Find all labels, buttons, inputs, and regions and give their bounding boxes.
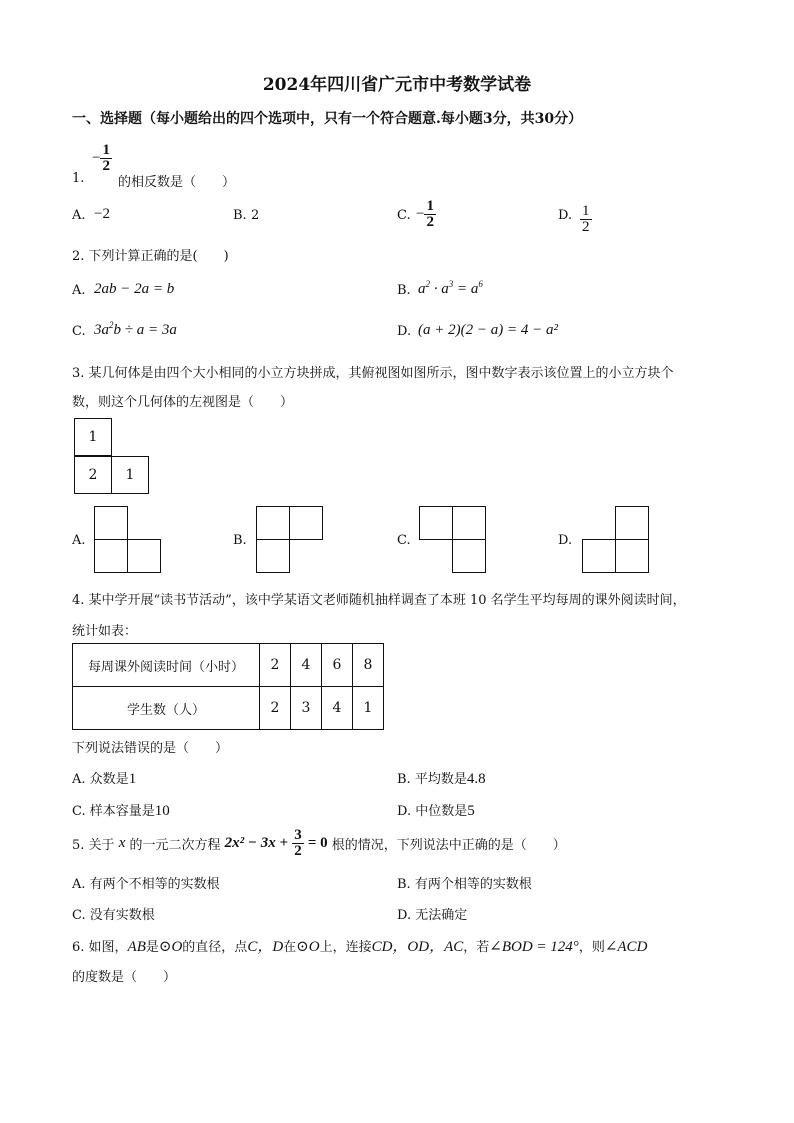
q2-option-c-label[interactable]: C. — [72, 324, 86, 339]
q2-option-c[interactable]: $3a^2b \div a = 3a$ — [94, 320, 177, 338]
table-row — [73, 687, 384, 730]
q3-grid-cell-top: 1 — [74, 418, 112, 456]
q4-row1-value: 2 — [260, 644, 291, 687]
q4-row1-value: 4 — [291, 644, 322, 687]
q1-option-a-label[interactable]: A. — [72, 208, 86, 223]
q4-row2-value: 1 — [353, 687, 384, 730]
q3-stem-line1: 3. 某几何体是由四个大小相同的小立方块拼成，其俯视图如图所示，图中数字表示该位置上的小立方块个 — [72, 366, 674, 381]
q4-statistics-table — [72, 643, 384, 730]
q3-option-c-label[interactable]: C. — [397, 533, 411, 548]
q1-number: 1. — [72, 171, 85, 186]
q4-row2-value: 2 — [260, 687, 291, 730]
table-row — [73, 644, 384, 687]
q2-option-b-label[interactable]: B. — [397, 283, 411, 298]
q5-stem: 5. 关于 x 的一元二次方程 2x² − 3x + $\frac{3}{2}$ = 0 根的情况，下列说法中正确的是（ ） — [72, 827, 566, 859]
q1-option-c-label[interactable]: C. — [397, 208, 411, 223]
q4-row2-header: 学生数（人） — [73, 687, 260, 730]
page-title: 2024年四川省广元市中考数学试卷 — [262, 75, 532, 95]
q4-option-d[interactable]: D. 中位数是5 — [397, 803, 475, 819]
q3-option-a-label[interactable]: A. — [72, 533, 86, 548]
q4-row1-value: 6 — [322, 644, 353, 687]
q1-option-d-label[interactable]: D. — [558, 208, 573, 223]
q6-stem-line1: 6. 如图，AB是⊙O的直径，点C，D在⊙O上，连接CD，OD，AC，若∠BOD = 124°，则∠ACD — [72, 939, 648, 955]
q1-option-b[interactable]: 2 — [251, 208, 260, 223]
section-heading-choice: 一、选择题（每小题给出的四个选项中，只有一个符合题意.每小题3分，共30分） — [72, 111, 583, 127]
q2-option-a[interactable]: 2ab − 2a = b — [94, 281, 175, 297]
q1-option-d[interactable]: $\frac{1}{2}$ — [582, 203, 590, 235]
q3-grid-cell-bottom-right: 1 — [111, 456, 149, 494]
q5-option-d[interactable]: D. 无法确定 — [397, 908, 468, 923]
q3-stem-line2: 数，则这个几何体的左视图是（ ） — [72, 395, 294, 410]
q3-option-d-label[interactable]: D. — [558, 533, 573, 548]
q3-option-b-label[interactable]: B. — [233, 533, 247, 548]
q5-option-b[interactable]: B. 有两个相等的实数根 — [397, 877, 532, 892]
q4-stem-line1: 4. 某中学开展“读书节活动”，该中学某语文老师随机抽样调查了本班 10 名学生平均每周的课外阅读时间， — [72, 593, 686, 608]
q5-option-c[interactable]: C. 没有实数根 — [72, 908, 155, 923]
q1-stem: 的相反数是（ ） — [118, 175, 236, 190]
q2-option-d[interactable]: (a + 2)(2 − a) = 4 − a² — [418, 322, 558, 338]
q2-option-d-label[interactable]: D. — [397, 324, 412, 339]
q1-option-b-label[interactable]: B. — [233, 208, 247, 223]
q1-stem-fraction: − $\frac{1}{2}$ — [92, 142, 110, 174]
q1-option-c[interactable]: − $\frac{1}{2}$ — [416, 198, 434, 230]
q3-grid-cell-bottom-left: 2 — [74, 456, 112, 494]
q4-row2-value: 4 — [322, 687, 353, 730]
q4-stem-line2: 统计如表： — [72, 624, 138, 639]
q6-stem-line2: 的度数是（ ） — [72, 970, 177, 985]
q2-stem: 2. 下列计算正确的是( ) — [72, 249, 229, 264]
q4-row1-header: 每周课外阅读时间（小时） — [73, 644, 260, 687]
q4-question: 下列说法错误的是（ ） — [72, 741, 229, 756]
q4-row1-value: 8 — [353, 644, 384, 687]
q1-option-a[interactable]: −2 — [94, 206, 110, 222]
q2-option-b[interactable]: $a^2 \cdot a^3 = a^6$ — [418, 279, 483, 297]
q4-row2-value: 3 — [291, 687, 322, 730]
q4-option-c[interactable]: C. 样本容量是10 — [72, 803, 170, 819]
q4-option-b[interactable]: B. 平均数是4.8 — [397, 771, 486, 787]
q2-option-a-label[interactable]: A. — [72, 283, 86, 298]
q4-option-a[interactable]: A. 众数是1 — [72, 771, 137, 787]
q5-option-a[interactable]: A. 有两个不相等的实数根 — [72, 877, 220, 892]
